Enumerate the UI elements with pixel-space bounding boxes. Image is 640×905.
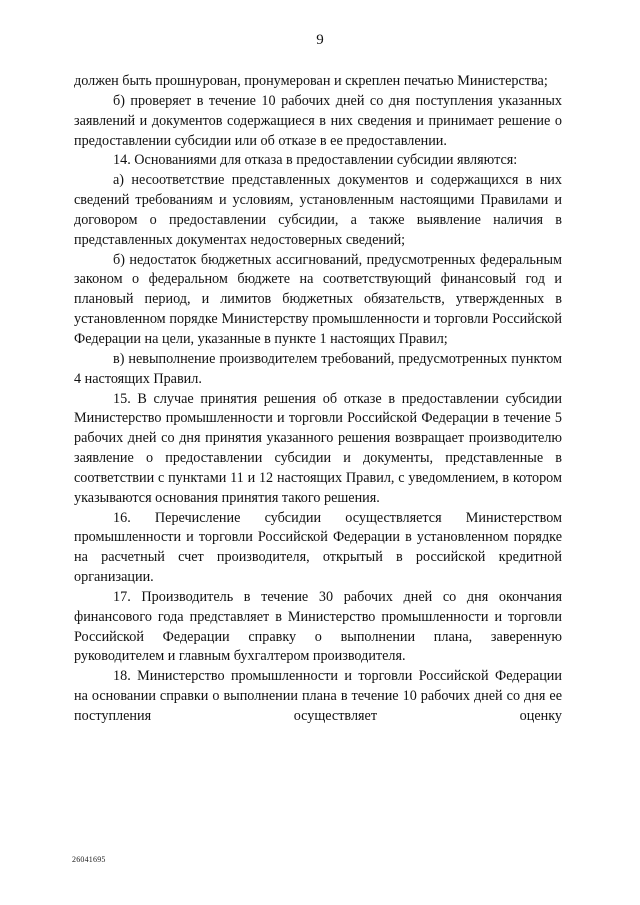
page-number: 9 bbox=[316, 32, 324, 48]
document-code: 26041695 bbox=[72, 855, 106, 864]
paragraph-14c: в) невыполнение производителем требований, предусмотренных пунктом 4 настоящих Правил. bbox=[74, 350, 562, 387]
paragraph-continued-13a: должен быть прошнурован, пронумерован и скреплен печатью Министерства; bbox=[74, 73, 548, 89]
paragraph-13b: б) проверяет в течение 10 рабочих дней со дня поступления указанных заявлений и документов содержащиеся в них сведения и принимает решение о предоставлении субсидии или об отказе в ее предоставлении. bbox=[74, 92, 562, 149]
paragraph-18: 18. Министерство промышленности и торговли Российской Федерации на основании справки о выполнении плана в течение 10 рабочих дней со дня ее поступления осуществляет оценку bbox=[74, 668, 562, 724]
paragraph-17: 17. Производитель в течение 30 рабочих дней со дня окончания финансового года представляет в Министерство промышленности и торговли Российской Федерации справку о выполнении плана, заверенную руководителем и главным бухгалтером производителя. bbox=[74, 588, 562, 665]
document-body bbox=[74, 72, 562, 727]
paragraph-15: 15. В случае принятия решения об отказе в предоставлении субсидии Министерство промышленности и торговли Российской Федерации в течение 5 рабочих дней со дня принятия указанного решения возвращает производителю заявление о предоставлении субсидии и документы, представленные в соответствии с пунктами 11 и 12 настоящих Правил, с уведомлением, в котором указываются основания принятия такого решения. bbox=[74, 390, 562, 506]
paragraph-16: 16. Перечисление субсидии осуществляется Министерством промышленности и торговли Российской Федерации в установленном порядке на расчетный счет производителя, открытый в российской кредитной организации. bbox=[74, 509, 562, 586]
paragraph-14a: а) несоответствие представленных документов и содержащихся в них сведений требованиям и условиям, установленным настоящими Правилами и договором о предоставлении субсидии, а также выявление наличия в представленных документах недостоверных сведений; bbox=[74, 172, 562, 248]
paragraph-14b: б) недостаток бюджетных ассигнований, предусмотренных федеральным законом о федеральном бюджете на соответствующий финансовый год и плановый период, и лимитов бюджетных обязательств, утвержденных в установленном порядке Министерству промышленности и торговли Российской Федерации на цели, указанные в пункте 1 настоящих Правил; bbox=[74, 251, 562, 347]
paragraph-14: 14. Основаниями для отказа в предоставлении субсидии являются: bbox=[113, 152, 518, 169]
